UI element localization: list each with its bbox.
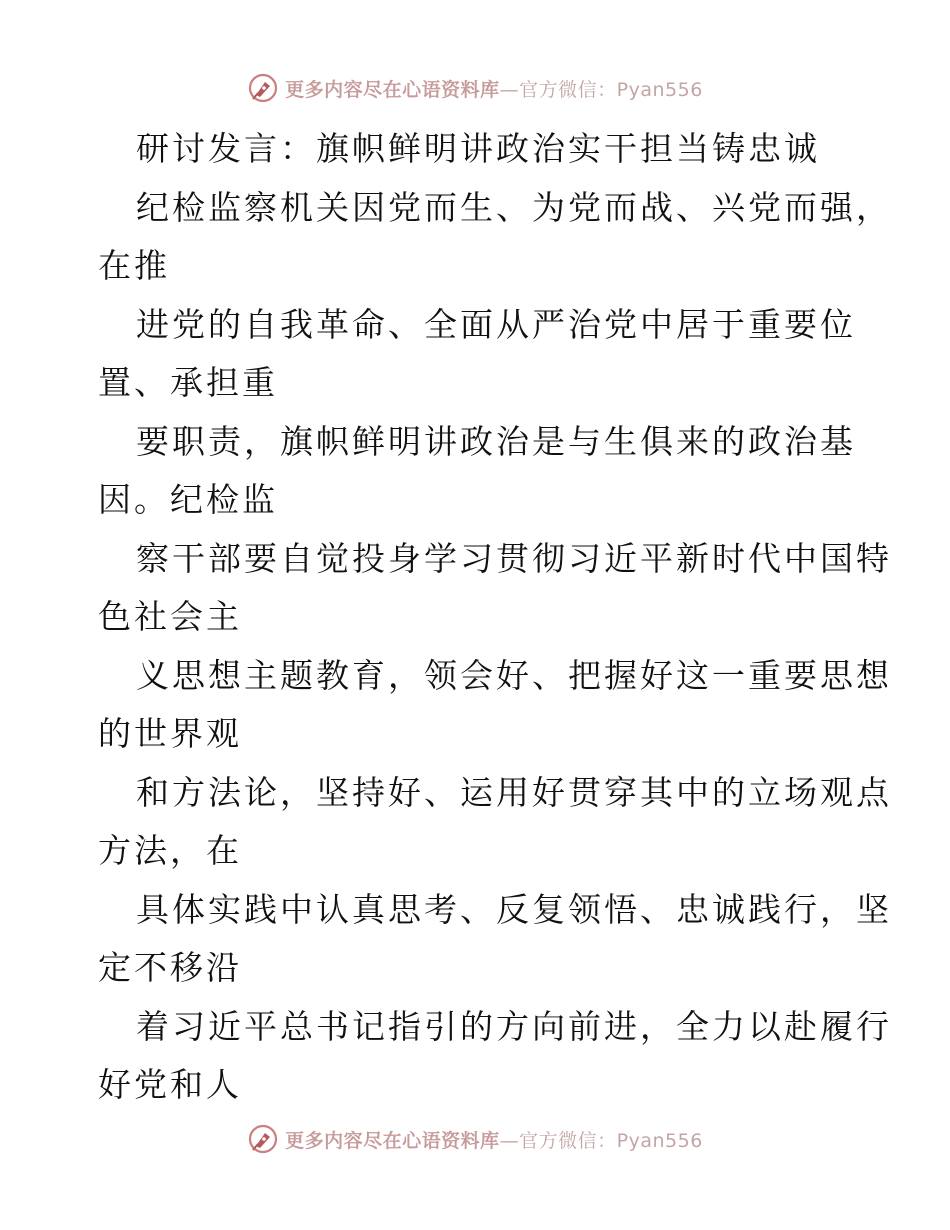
header-banner bbox=[0, 72, 950, 104]
paragraph-line: 在推 bbox=[98, 246, 170, 285]
paragraph-line: 好党和人 bbox=[98, 1065, 242, 1104]
paragraph-line: 纪检监察机关因党而生、为党而战、兴党而强， bbox=[136, 187, 892, 227]
header-wechat-text: 官方微信：Pyan556 bbox=[519, 78, 703, 101]
paragraph-line: 和方法论，坚持好、运用好贯穿其中的立场观点 bbox=[136, 772, 892, 812]
pen-nib-logo-icon bbox=[247, 1123, 279, 1155]
document-body bbox=[98, 120, 892, 1115]
paragraph-line: 的世界观 bbox=[98, 714, 242, 753]
paragraph-line: 要职责，旗帜鲜明讲政治是与生俱来的政治基 bbox=[136, 421, 856, 461]
footer-promo-text: 更多内容尽在心语资料库 bbox=[285, 1129, 500, 1152]
paragraph-line: 方法，在 bbox=[98, 831, 242, 870]
footer-dash: — bbox=[499, 1129, 520, 1152]
paragraph-line: 定不移沿 bbox=[98, 948, 242, 987]
paragraph-line: 察干部要自觉投身学习贯彻习近平新时代中国特 bbox=[136, 538, 892, 578]
footer-wechat-text: 官方微信：Pyan556 bbox=[519, 1129, 703, 1152]
paragraph-line: 色社会主 bbox=[98, 597, 242, 636]
header-promo-text: 更多内容尽在心语资料库 bbox=[285, 78, 500, 101]
header-dash: — bbox=[499, 78, 520, 101]
footer-text bbox=[285, 1126, 703, 1153]
pen-nib-logo-icon bbox=[247, 72, 279, 104]
footer-banner bbox=[0, 1123, 950, 1155]
paragraph-line: 具体实践中认真思考、反复领悟、忠诚践行，坚 bbox=[136, 889, 892, 929]
document-title: 研讨发言：旗帜鲜明讲政治实干担当铸忠诚 bbox=[136, 129, 820, 168]
header-text bbox=[285, 75, 703, 102]
paragraph-line: 义思想主题教育，领会好、把握好这一重要思想 bbox=[136, 655, 892, 695]
paragraph-line: 因。纪检监 bbox=[98, 480, 278, 519]
paragraph-line: 进党的自我革命、全面从严治党中居于重要位 bbox=[136, 304, 856, 344]
paragraph-line: 置、承担重 bbox=[98, 363, 278, 402]
paragraph-line: 着习近平总书记指引的方向前进，全力以赴履行 bbox=[136, 1006, 892, 1046]
